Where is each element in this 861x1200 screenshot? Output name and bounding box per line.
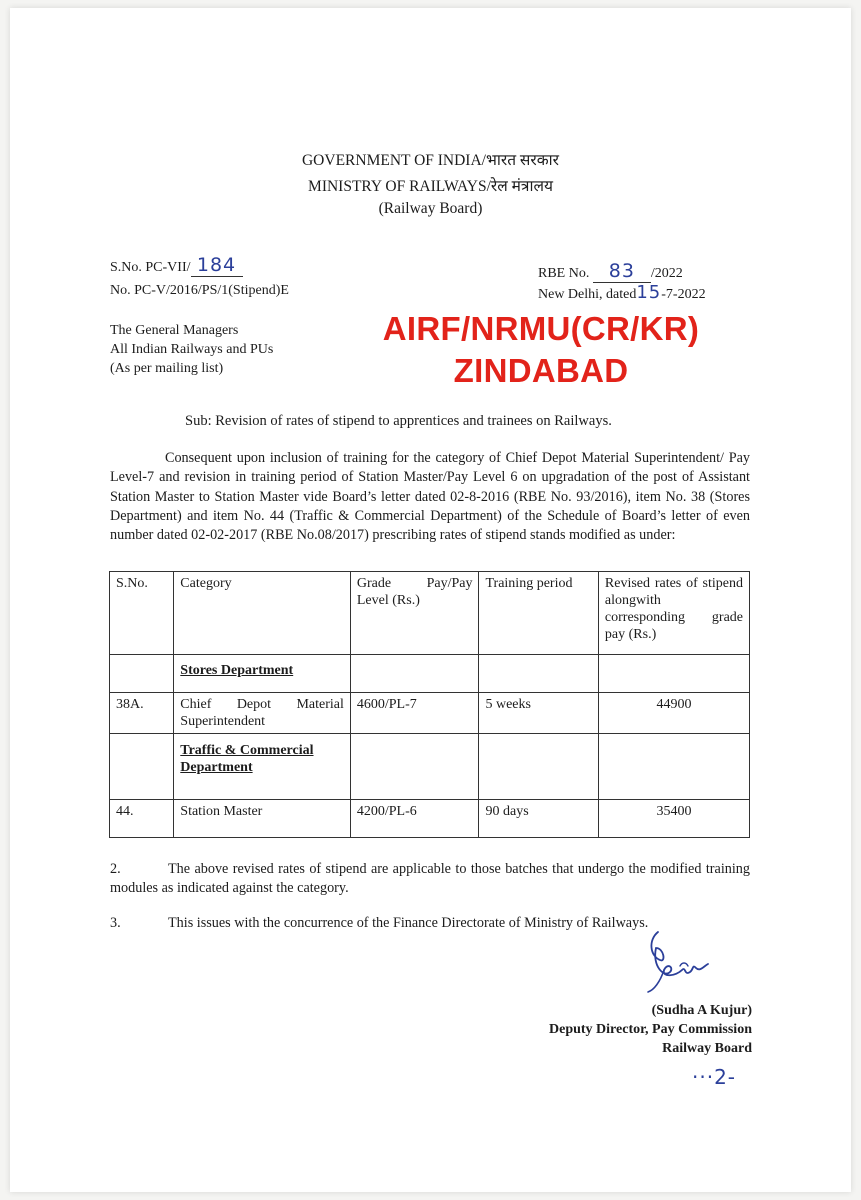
cell-grade-pay: 4200/PL-6 [350,800,479,838]
addressee [110,321,273,378]
cell-revised-rate: 44900 [598,693,749,734]
header-ministry: MINISTRY OF RAILWAYS/रेल मंत्रालय [308,178,553,195]
cell-sno: 38A. [110,693,174,734]
table-row [110,693,750,734]
cell-sno: 44. [110,800,174,838]
union-slogan-stamp [336,310,746,390]
cell-training-period: 90 days [479,800,598,838]
document-page [10,8,851,1192]
stipend-table [109,571,750,838]
table-row [110,800,750,838]
signature-block [440,1001,752,1058]
place-date-prefix: New Delhi, dated [538,287,637,302]
paragraph-3-number: 3. [110,915,121,931]
header-revised-rates: Revised rates of stipend alongwith corresponding grade pay (Rs.) [598,572,749,655]
cell-category: Station Master [174,800,351,838]
place-date [538,282,706,303]
serial-prefix: S.No. PC-VII/ [110,260,191,275]
addressee-line-3: (As per mailing list) [110,361,224,376]
rbe-number [538,260,683,283]
table-row [110,655,750,693]
rbe-prefix: RBE No. [538,266,590,281]
cell-revised-rate: 35400 [598,800,749,838]
header-training-period: Training period [479,572,598,655]
header-category: Category [174,572,351,655]
dept-traffic-commercial: Traffic & Commercial Department [180,743,314,775]
table-row [110,734,750,800]
paragraph-3-text: This issues with the concurrence of the Finance Directorate of Ministry of Railways. [168,915,649,931]
file-number: No. PC-V/2016/PS/1(Stipend)E [110,283,289,298]
addressee-line-1: The General Managers [110,323,239,338]
date-handwritten: 15 [636,282,662,303]
paragraph-2-text: The above revised rates of stipend are applicable to those batches that undergo the modified training modules as indicated against the category. [110,861,750,897]
cell-category: Chief Depot Material Superintendent [174,693,351,734]
date-suffix: -7-2022 [661,287,706,302]
addressee-line-2: All Indian Railways and PUs [110,342,274,357]
slogan-line-1: AIRF/NRMU(CR/KR) [382,310,700,347]
page-continuation-marker: ···2- [692,1065,737,1089]
serial-handwritten: 184 [191,254,243,277]
rbe-handwritten: 83 [593,260,651,283]
cell-training-period: 5 weeks [479,693,598,734]
header-board: (Railway Board) [378,200,483,217]
paragraph-2-number: 2. [110,861,121,877]
body-paragraph: Consequent upon inclusion of training for the category of Chief Depot Material Superintendent/ Pay Level-7 and revision in training period of Station Master/Pay Level 6 on upgradation of the post of Assistant Station Master to Station Master vide Board’s letter dated 02-8-2016 (RBE No. 93/2016), item No. 38 (Stores Department) and item No. 44 (Traffic & Commercial Department) of the Schedule of Board’s letter of even number dated 02-02-2017 (RBE No.08/2017) prescribing rates of stipend stands modified as under: [110,450,750,544]
header-government: GOVERNMENT OF INDIA/भारत सरकार [301,152,560,169]
handwritten-signature [630,926,730,998]
signatory-designation: Deputy Director, Pay Commission [549,1022,752,1037]
serial-number [110,254,243,277]
dept-stores: Stores Department [180,663,294,678]
header-sno: S.No. [110,572,174,655]
paragraph-2 [110,860,750,899]
header-grade-pay: Grade Pay/Pay Level (Rs.) [350,572,479,655]
rbe-suffix: /2022 [650,266,683,281]
cell-grade-pay: 4600/PL-7 [350,693,479,734]
table-header-row [110,572,750,655]
signatory-office: Railway Board [662,1041,752,1056]
subject-line: Sub: Revision of rates of stipend to apprentices and trainees on Railways. [185,413,612,429]
slogan-line-2: ZINDABAD [453,352,629,389]
signatory-name: (Sudha A Kujur) [651,1003,752,1018]
